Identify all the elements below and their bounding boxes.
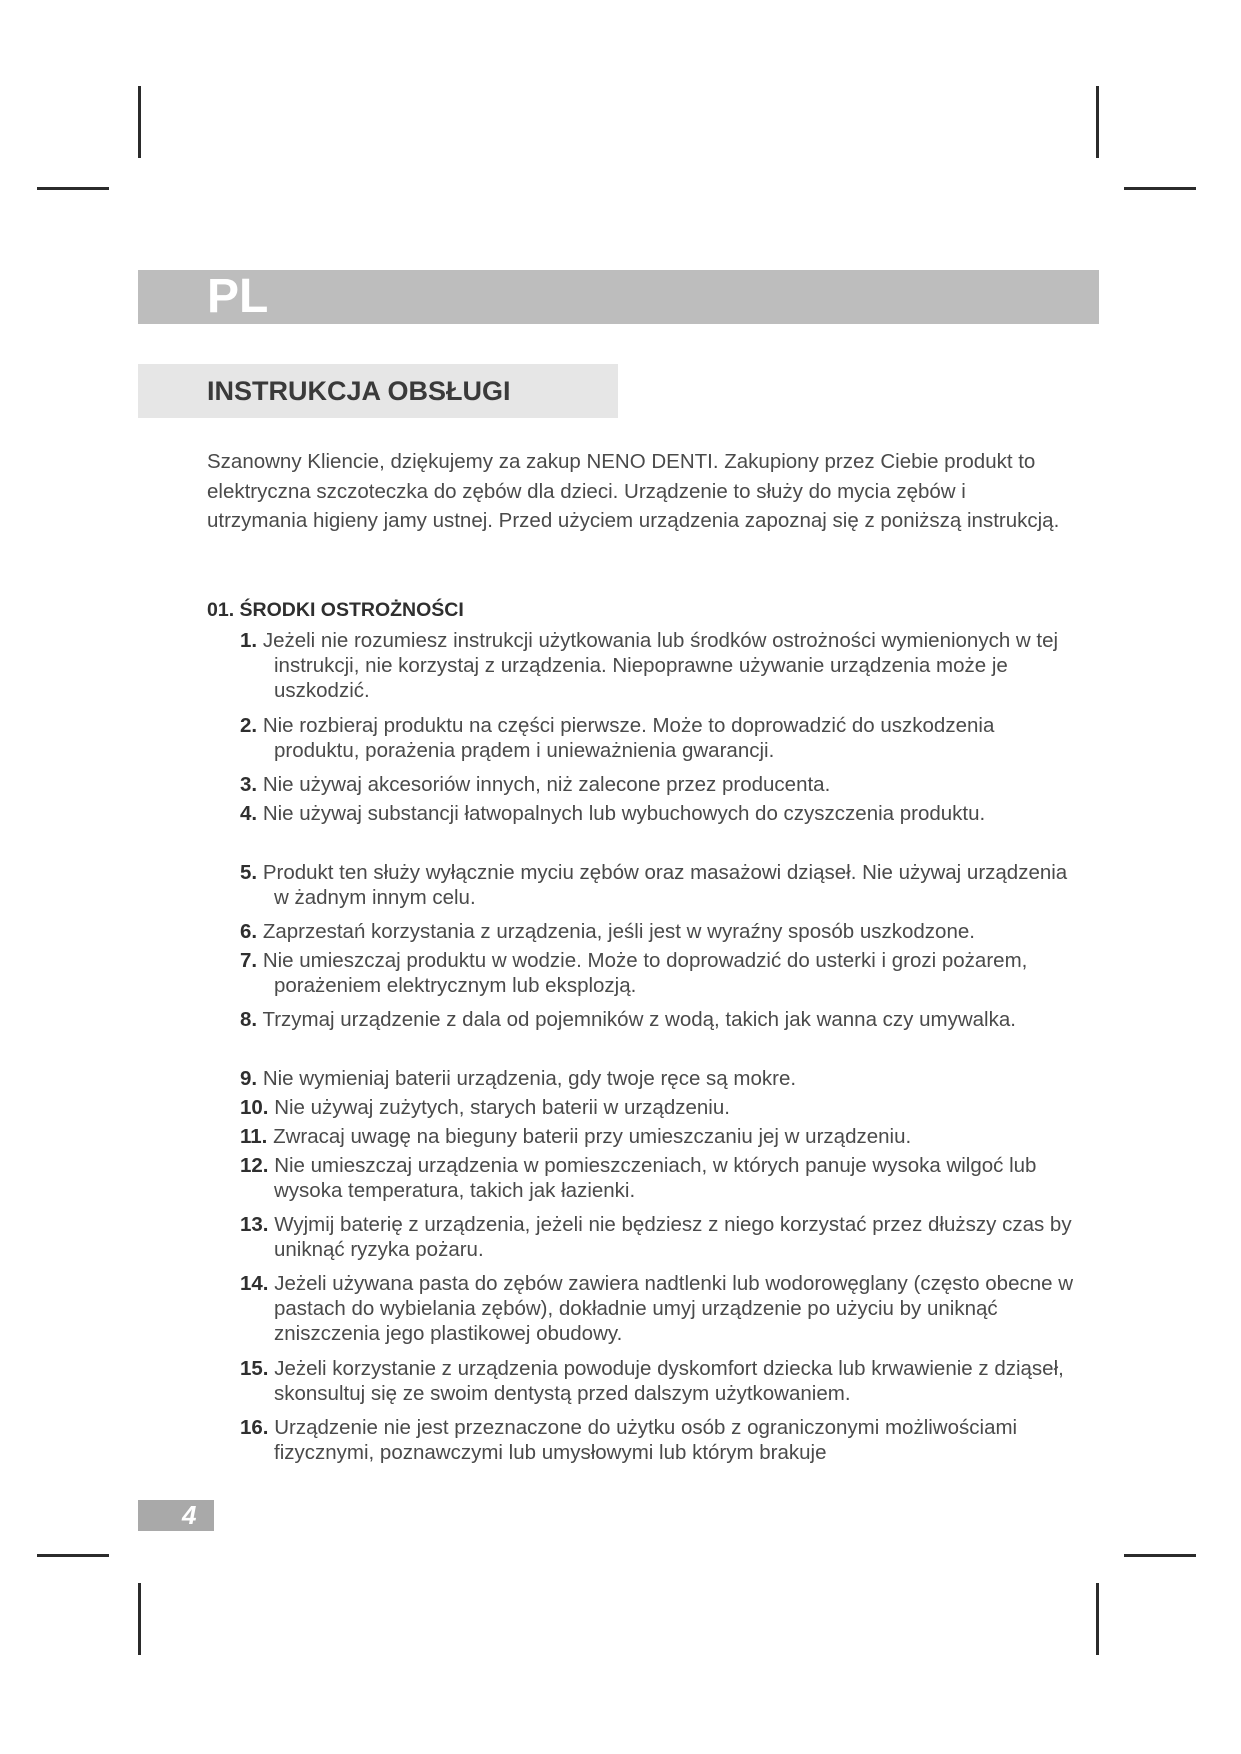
title-box xyxy=(138,364,618,418)
language-label: PL xyxy=(207,270,269,323)
crop-mark-top-right-vertical xyxy=(1096,86,1099,158)
list-item xyxy=(240,801,1084,826)
item-number: 2. xyxy=(240,714,258,737)
page-number: 4 xyxy=(182,1500,197,1530)
page-title: INSTRUKCJA OBSŁUGI xyxy=(207,376,511,406)
crop-mark-bottom-left-vertical xyxy=(138,1583,141,1655)
item-text: Zaprzestań korzystania z urządzenia, jeśli jest w wyraźny sposób uszkodzone. xyxy=(262,920,975,943)
item-text: Jeżeli nie rozumiesz instrukcji użytkowania lub środków ostrożności wymienionych w tej instrukcji, nie korzystaj z urządzenia. Niepoprawne używanie urządzenia może je uszkodzić. xyxy=(262,629,1059,702)
item-text: Jeżeli używana pasta do zębów zawiera nadtlenki lub wodorowęglany (często obecne w pastach do wybielania zębów), dokładnie umyj urządzenie po użyciu by uniknąć zniszczenia jego plastikowej obudowy. xyxy=(274,1272,1074,1345)
item-number: 7. xyxy=(240,949,258,972)
list-item xyxy=(240,948,1084,998)
item-number: 16. xyxy=(240,1416,269,1439)
list-item xyxy=(240,1007,1084,1032)
list-item xyxy=(240,1415,1084,1465)
item-text: Wyjmij baterię z urządzenia, jeżeli nie będziesz z niego korzystać przez dłuższy czas by uniknąć ryzyka pożaru. xyxy=(274,1213,1072,1261)
crop-mark-bottom-left-horizontal xyxy=(37,1554,109,1557)
item-text: Nie używaj akcesoriów innych, niż zalecone przez producenta. xyxy=(262,773,831,796)
item-text: Nie używaj substancji łatwopalnych lub wybuchowych do czyszczenia produktu. xyxy=(262,802,986,825)
item-number: 6. xyxy=(240,920,258,943)
item-text: Trzymaj urządzenie z dala od pojemników z wodą, takich jak wanna czy umywalka. xyxy=(262,1008,1016,1031)
item-number: 4. xyxy=(240,802,258,825)
item-number: 9. xyxy=(240,1067,258,1090)
page-number-box xyxy=(138,1500,214,1531)
list-item xyxy=(240,713,1084,763)
item-number: 13. xyxy=(240,1213,269,1236)
list-item xyxy=(240,1356,1084,1406)
crop-mark-bottom-right-vertical xyxy=(1096,1583,1099,1655)
list-item xyxy=(240,1066,1084,1091)
item-text: Nie umieszczaj urządzenia w pomieszczeniach, w których panuje wysoka wilgoć lub wysoka temperatura, takich jak łazienki. xyxy=(274,1154,1037,1202)
item-text: Nie umieszczaj produktu w wodzie. Może to doprowadzić do usterki i grozi pożarem, porażeniem elektrycznym lub eksplozją. xyxy=(262,949,1028,997)
list-item xyxy=(240,1095,1084,1120)
list-item xyxy=(240,919,1084,944)
item-text: Jeżeli korzystanie z urządzenia powoduje dyskomfort dziecka lub krwawienie z dziąseł, skonsultuj się ze swoim dentystą przed dalszym użytkowaniem. xyxy=(274,1357,1064,1405)
item-number: 3. xyxy=(240,773,258,796)
item-text: Nie rozbieraj produktu na części pierwsze. Może to doprowadzić do uszkodzenia produktu, porażenia prądem i unieważnienia gwarancji. xyxy=(262,714,995,762)
item-text: Zwracaj uwagę na bieguny baterii przy umieszczaniu jej w urządzeniu. xyxy=(273,1125,912,1148)
item-number: 11. xyxy=(240,1125,268,1148)
list-item xyxy=(240,1124,1084,1149)
item-text: Produkt ten służy wyłącznie myciu zębów oraz masażowi dziąseł. Nie używaj urządzenia w żadnym innym celu. xyxy=(262,861,1068,909)
item-number: 1. xyxy=(240,629,258,652)
item-text: Nie używaj zużytych, starych baterii w urządzeniu. xyxy=(274,1096,730,1119)
list-item xyxy=(240,1153,1084,1203)
language-bar xyxy=(138,270,1099,324)
item-number: 5. xyxy=(240,861,258,884)
section-heading: 01. ŚRODKI OSTROŻNOŚCI xyxy=(207,599,464,621)
crop-mark-top-right-horizontal xyxy=(1124,187,1196,190)
intro-paragraph: Szanowny Kliencie, dziękujemy za zakup NENO DENTI. Zakupiony przez Ciebie produkt to elektryczna szczoteczka do zębów dla dzieci. Urządzenie to służy do mycia zębów i utrzymania higieny jamy ustnej. Przed użyciem urządzenia zapoznaj się z poniższą instrukcją. xyxy=(207,450,1060,532)
item-number: 14. xyxy=(240,1272,269,1295)
item-text: Nie wymieniaj baterii urządzenia, gdy twoje ręce są mokre. xyxy=(262,1067,797,1090)
item-number: 10. xyxy=(240,1096,269,1119)
list-item xyxy=(240,628,1084,703)
item-number: 12. xyxy=(240,1154,269,1177)
list-item xyxy=(240,860,1084,910)
item-number: 15. xyxy=(240,1357,269,1380)
crop-mark-bottom-right-horizontal xyxy=(1124,1554,1196,1557)
crop-mark-top-left-vertical xyxy=(138,86,141,158)
list-item xyxy=(240,1212,1084,1262)
item-text: Urządzenie nie jest przeznaczone do użytku osób z ograniczonymi możliwościami fizycznymi, poznawczymi lub umysłowymi lub którym brakuje xyxy=(274,1416,1018,1464)
item-number: 8. xyxy=(240,1008,258,1031)
list-item xyxy=(240,772,1084,797)
list-item xyxy=(240,1271,1084,1346)
crop-mark-top-left-horizontal xyxy=(37,187,109,190)
